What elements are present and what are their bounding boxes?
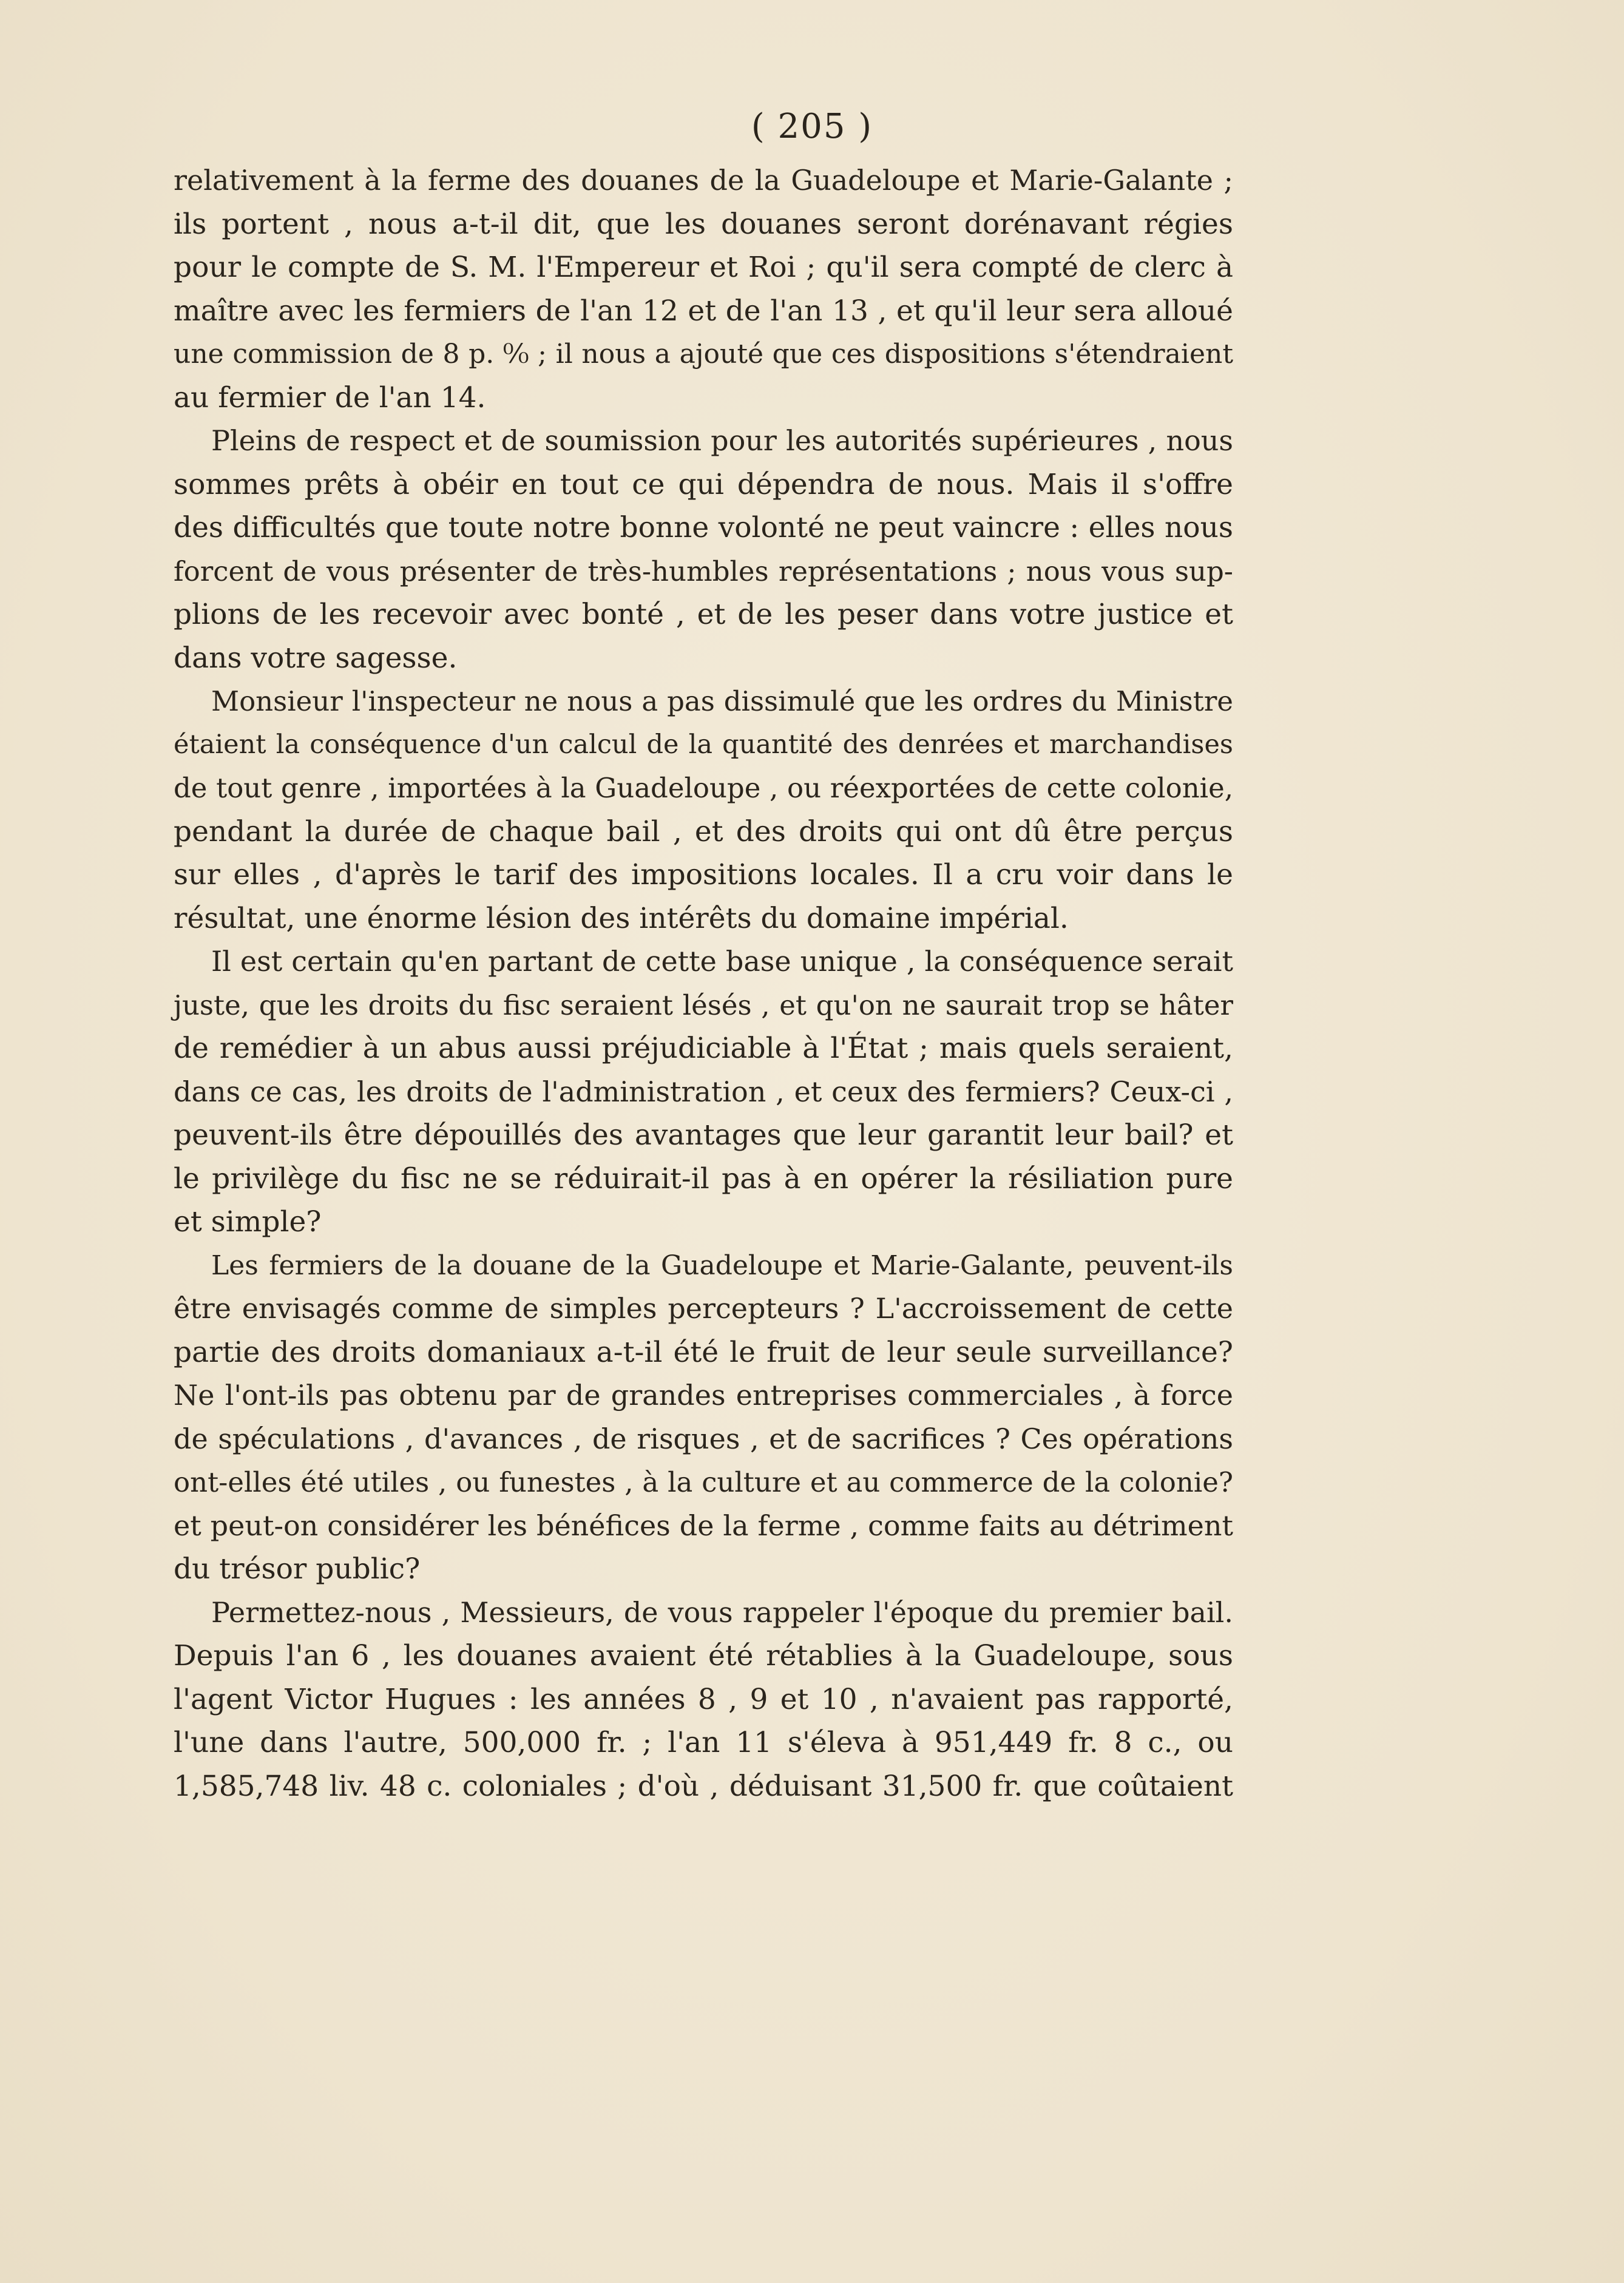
text-line: relativement à la ferme des douanes de la Guadeloupe et Marie-Galante ;	[174, 164, 1233, 197]
text-line: être envisagés comme de simples percepteurs ? L'accroissement de cette	[174, 1292, 1233, 1325]
text-line: partie des droits domaniaux a-t-il été le fruit de leur seule surveillance?	[174, 1335, 1233, 1369]
text-line: et peut-on considérer les bénéfices de la ferme , comme faits au détriment	[174, 1509, 1233, 1542]
text-line: dans ce cas, les droits de l'administration , et ceux des fermiers? Ceux-ci ,	[174, 1075, 1233, 1108]
page-number: ( 205 )	[751, 107, 873, 146]
text-line: peuvent-ils être dépouillés des avantages que leur garantit leur bail? et	[174, 1118, 1233, 1152]
text-line: juste, que les droits du fisc seraient lésés , et qu'on ne saurait trop se hâter	[174, 989, 1233, 1021]
text-line: dans votre sagesse.	[174, 641, 458, 675]
text-line: Pleins de respect et de soumission pour les autorités supérieures , nous	[211, 424, 1233, 457]
text-line: des difficultés que toute notre bonne volonté ne peut vaincre : elles nous	[174, 511, 1233, 544]
text-line: le privilège du fisc ne se réduirait-il pas à en opérer la résiliation pure	[174, 1162, 1233, 1196]
text-line: maître avec les fermiers de l'an 12 et de l'an 13 , et qu'il leur sera alloué	[174, 294, 1233, 328]
text-line: ont-elles été utiles , ou funestes , à la culture et au commerce de la colonie?	[174, 1466, 1233, 1498]
text-line: une commission de 8 p. ⁰⁄₀ ; il nous a ajouté que ces dispositions s'étendraient	[174, 339, 1233, 370]
text-line: étaient la conséquence d'un calcul de la quantité des denrées et marchandises	[174, 729, 1233, 760]
text-line: sur elles , d'après le tarif des impositions locales. Il a cru voir dans le	[174, 858, 1233, 891]
text-line: de tout genre , importées à la Guadeloupe , ou réexportées de cette colonie,	[174, 772, 1233, 804]
text-line: l'une dans l'autre, 500,000 fr. ; l'an 11 s'éleva à 951,449 fr. 8 c., ou	[174, 1726, 1233, 1759]
text-line: pendant la durée de chaque bail , et des droits qui ont dû être perçus	[174, 814, 1233, 848]
text-line: et simple?	[174, 1205, 322, 1239]
text-line: de remédier à un abus aussi préjudiciable à l'État ; mais quels seraient,	[174, 1032, 1233, 1065]
text-line: du trésor public?	[174, 1552, 421, 1586]
text-line: plions de les recevoir avec bonté , et de les peser dans votre justice et	[174, 598, 1233, 631]
text-line: sommes prêts à obéir en tout ce qui dépendra de nous. Mais il s'offre	[174, 467, 1233, 501]
text-line: résultat, une énorme lésion des intérêts du domaine impérial.	[174, 901, 1069, 935]
text-line: Les fermiers de la douane de la Guadeloupe et Marie-Galante, peuvent-ils	[211, 1250, 1233, 1281]
text-line: l'agent Victor Hugues : les années 8 , 9 et 10 , n'avaient pas rapporté,	[174, 1682, 1233, 1716]
text-line: de spéculations , d'avances , de risques , et de sacrifices ? Ces opérations	[174, 1422, 1233, 1455]
text-line: au fermier de l'an 14.	[174, 380, 486, 414]
text-line: 1,585,748 liv. 48 c. coloniales ; d'où , déduisant 31,500 fr. que coûtaient	[174, 1769, 1233, 1803]
body-text	[174, 159, 1233, 1808]
text-line: Monsieur l'inspecteur ne nous a pas dissimulé que les ordres du Ministre	[211, 685, 1233, 717]
text-line: Ne l'ont-ils pas obtenu par de grandes entreprises commerciales , à force	[174, 1379, 1233, 1412]
text-line: Depuis l'an 6 , les douanes avaient été rétablies à la Guadeloupe, sous	[174, 1639, 1233, 1673]
text-line: ils portent , nous a-t-il dit, que les douanes seront dorénavant régies	[174, 207, 1233, 241]
text-line: Permettez-nous , Messieurs, de vous rappeler l'époque du premier bail.	[211, 1595, 1233, 1629]
text-line: Il est certain qu'en partant de cette base unique , la conséquence serait	[211, 945, 1233, 978]
text-line: forcent de vous présenter de très-humbles représentations ; nous vous sup-	[174, 555, 1233, 587]
text-line: pour le compte de S. M. l'Empereur et Roi ; qu'il sera compté de clerc à	[174, 251, 1233, 284]
